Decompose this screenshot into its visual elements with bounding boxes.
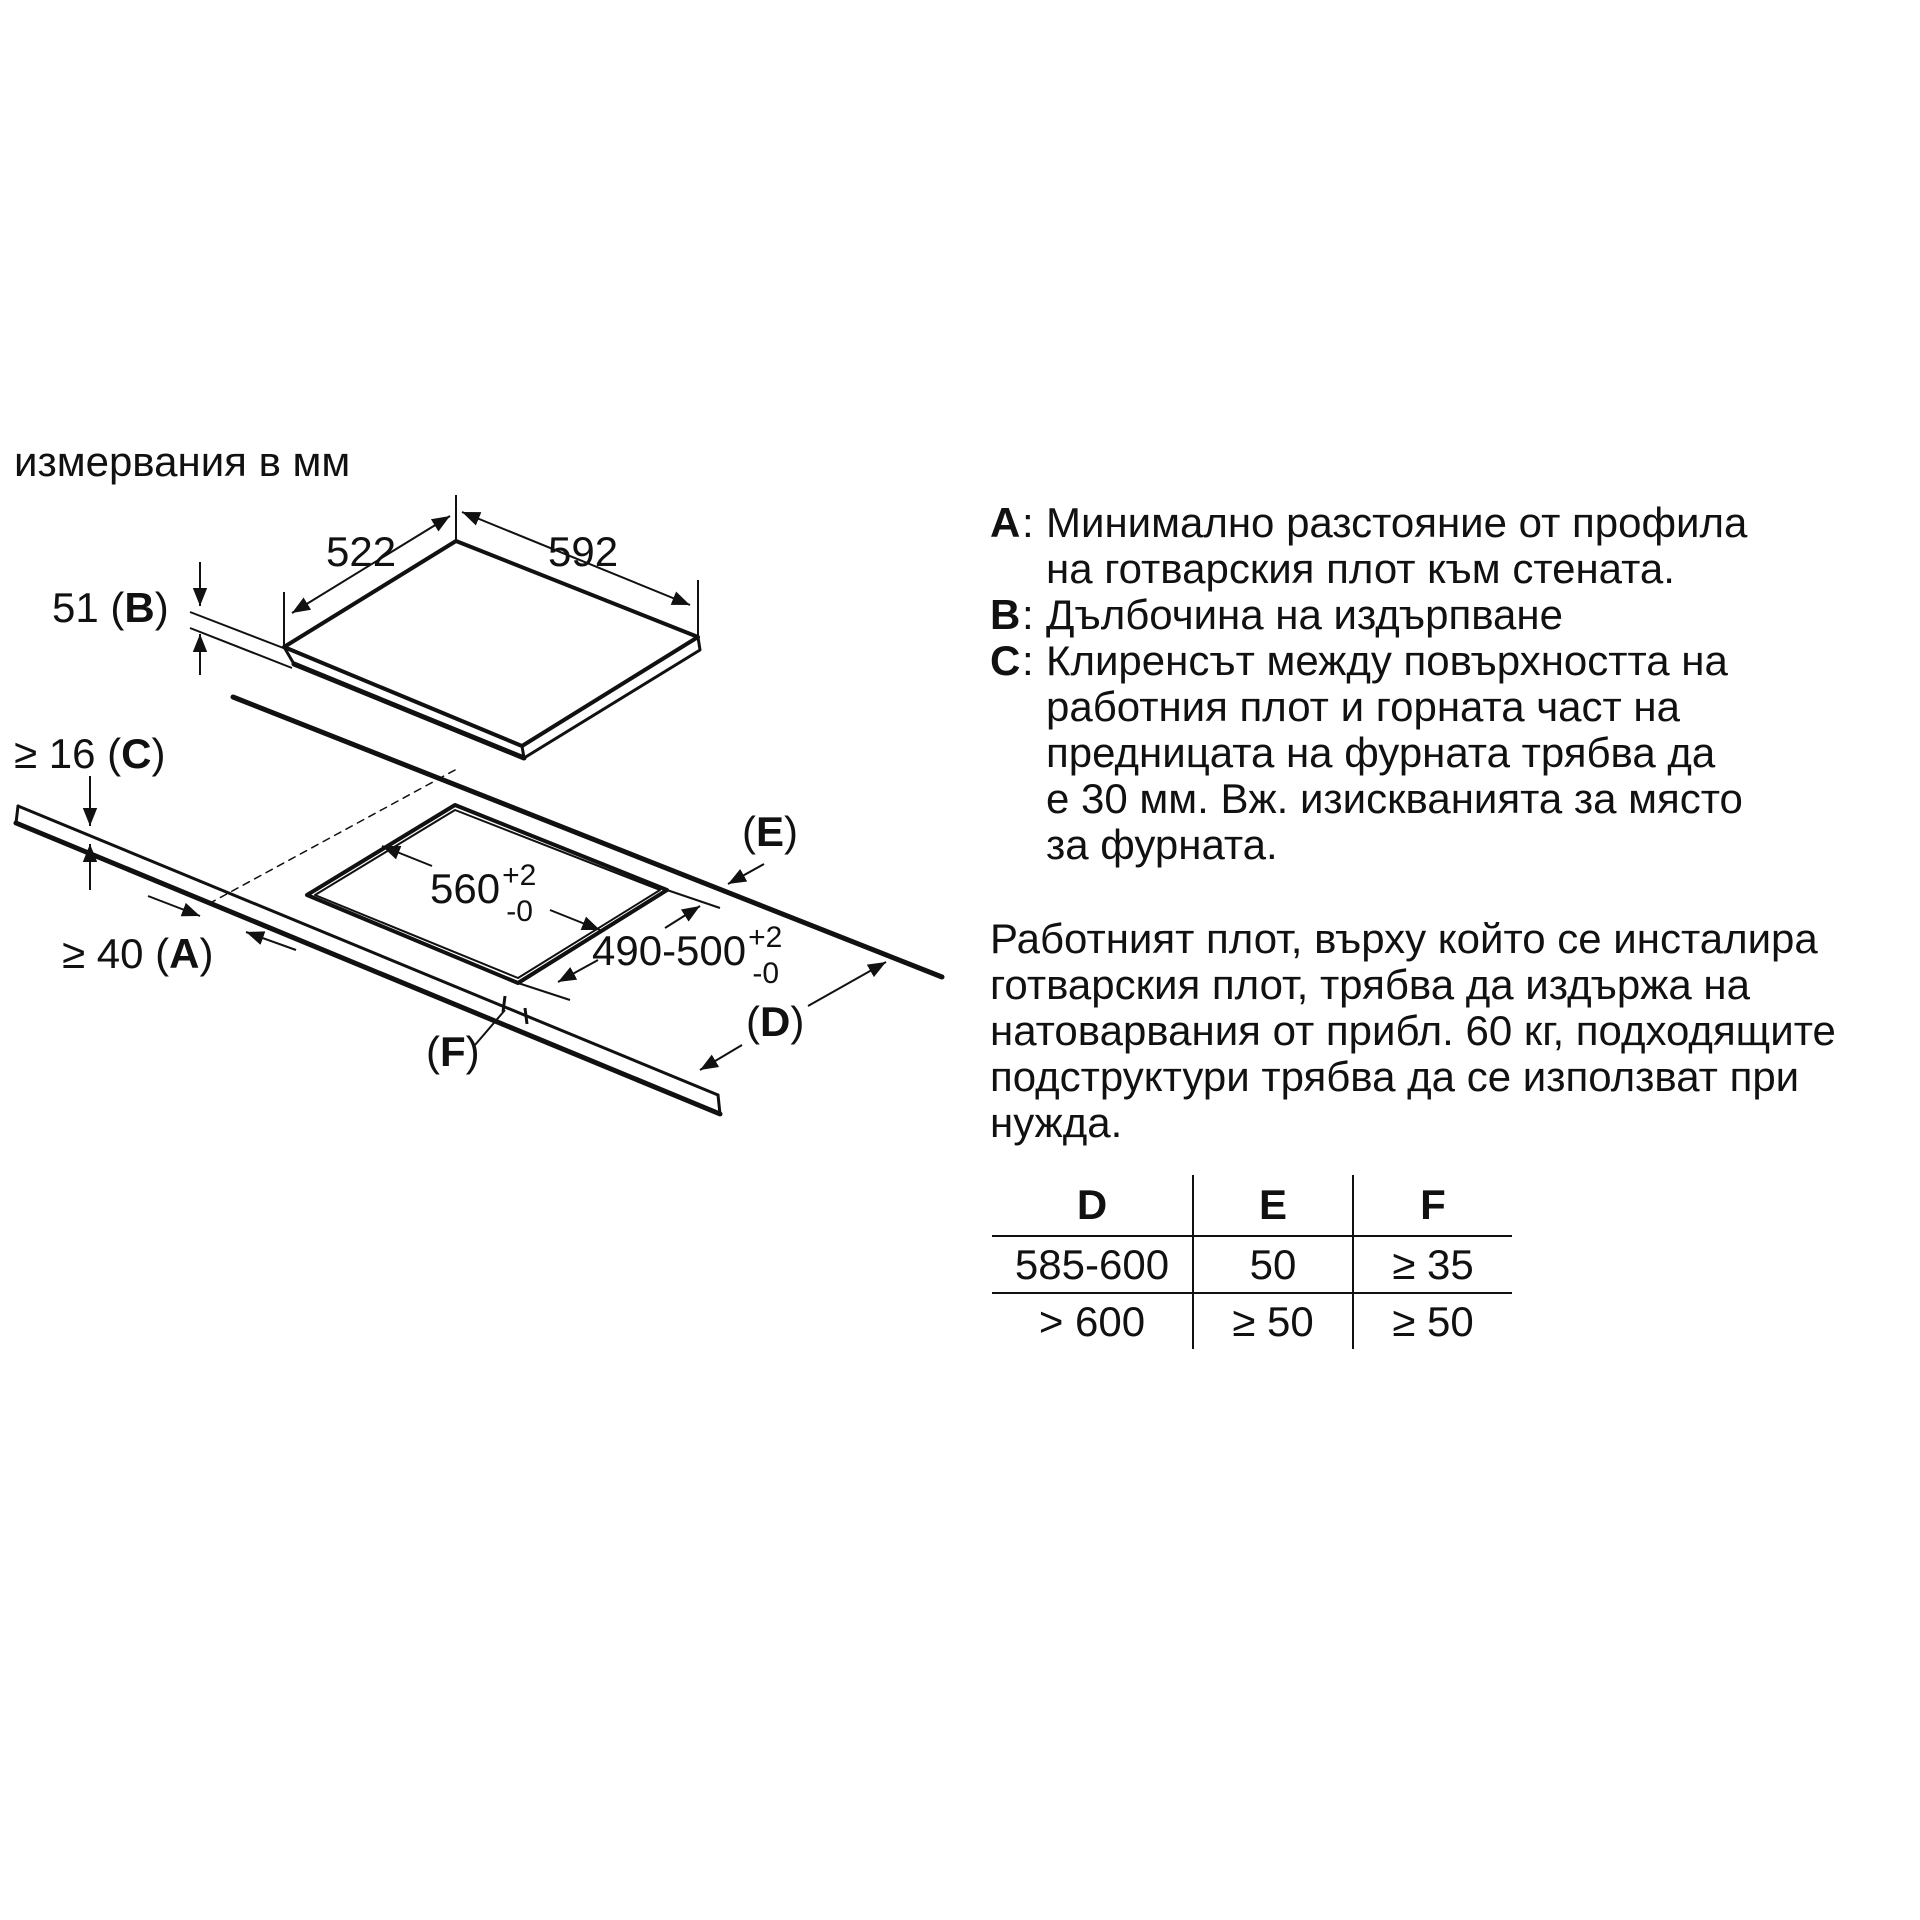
dimension-table [992,1175,1512,1349]
note-a: A : Минимално разстояние от профила на готварския плот към стената. [990,500,1920,592]
dim-f-label: (F) [426,1028,480,1075]
paragraph-line: нужда. [990,1099,1123,1146]
note-line: Дълбочина на издърпване [1046,591,1563,638]
note-b: B : Дълбочина на издърпване [990,592,1920,638]
table-cell: ≥ 50 [1193,1293,1353,1349]
dimension-f [475,996,527,1045]
note-line: работния плот и горната част на [1046,683,1680,730]
paragraph-line: Работният плот, върху който се инсталира [990,915,1818,962]
dim-a-label: ≥ 40 (A) [62,930,214,977]
paragraph-line: натоварвания от прибл. 60 кг, подходящите [990,1007,1836,1054]
note-line: на готварския плот към стената. [1046,545,1675,592]
note-line: Минимално разстояние от профила [1046,499,1748,546]
table-cell: 50 [1193,1236,1353,1293]
table-cell: > 600 [1038,1297,1146,1345]
note-line: е 30 мм. Вж. изискванията за място [1046,775,1743,822]
table-header-d: D [992,1175,1193,1236]
table-cell: ≥ 35 [1353,1236,1512,1293]
dim-e-label: (E) [742,808,799,855]
note-line: за фурната. [1046,821,1278,868]
dimension-b [190,562,292,675]
dim-522-label: 522 [326,528,397,575]
load-paragraph [990,916,1920,1146]
dim-b-label: 51 (B) [52,584,169,631]
dim-d-label: (D) [746,998,805,1045]
table-cell: ≥ 50 [1353,1293,1512,1349]
note-line: предницата на фурната трябва да [1046,729,1716,776]
table-header-f: F [1353,1175,1512,1236]
table-header-e: E [1193,1175,1353,1236]
table-header-row [992,1175,1512,1236]
note-line: Клиренсът между повърхността на [1046,637,1728,684]
notes-block [990,500,1920,1146]
note-c: C : Клиренсът между повърхността на работния плот и горната част на предницата на фурната трябва да е 30 мм. Вж. изискванията за място за фурната. [990,638,1920,868]
note-key: B [990,591,1021,638]
table-row [992,1293,1512,1349]
paragraph-line: подструктури трябва да се използват при [990,1053,1800,1100]
units-label: измервания в мм [14,438,351,485]
dim-490-500-label: $490-500^{+2}$ -0 [592,921,783,990]
dim-c-label: ≥ 16 (C) [14,730,166,777]
dim-592-label: 592 [548,528,619,575]
dimension-e [728,864,764,884]
paragraph-line: готварския плот, трябва да издържа на [990,961,1750,1008]
note-key: C [990,637,1021,684]
dim-560-label: $560^{+2}$ -0 [430,859,537,928]
table-row [992,1236,1512,1293]
table-cell: 585-600 [992,1236,1193,1293]
note-key: A [990,499,1021,546]
